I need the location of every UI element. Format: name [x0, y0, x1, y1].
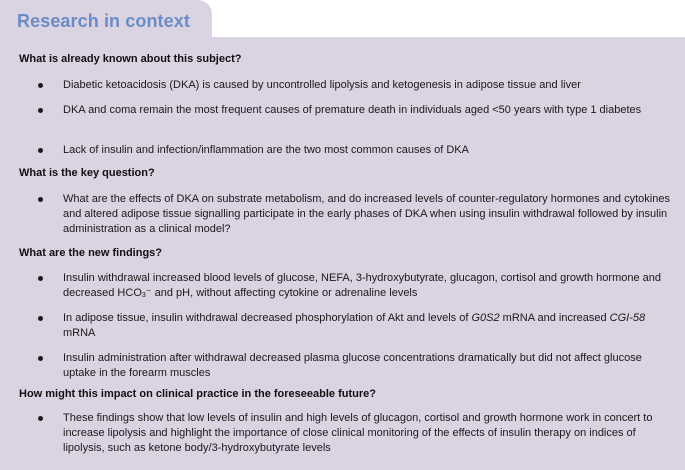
bullet-text: Lack of insulin and infection/inflammation are the two most common causes of DKA [63, 144, 469, 156]
bullet-icon [38, 83, 43, 88]
bullet-text: What are the effects of DKA on substrate metabolism, and do increased levels of counter-regulatory hormones and cytokines and altered adipose tissue signalling participate in the early phases of DKA when using insulin withdrawal followed by insulin administration as a clinical model? [63, 193, 670, 235]
bullet-text: Insulin withdrawal increased blood levels of glucose, NEFA, 3-hydroxybutyrate, glucagon, cortisol and growth hormone and decreased $HCO_3^-$ and pH, without affecting cytokine or adrenaline levels [63, 272, 661, 299]
section-question: What are the new findings? [19, 247, 163, 259]
bullet-icon [38, 416, 43, 421]
bullet-icon [38, 148, 43, 153]
bullet-icon [38, 108, 43, 113]
bullet-text: In adipose tissue, insulin withdrawal decreased phosphorylation of Akt and levels of G0S2 mRNA and increased CGI-58 mRNA [63, 312, 646, 339]
section-question: How might this impact on clinical practice in the foreseeable future? [19, 388, 376, 400]
section-question: What is already known about this subject? [19, 53, 242, 65]
page-title: Research in context [17, 11, 190, 31]
bullet-text: DKA and coma remain the most frequent causes of premature death in individuals aged <50 years with type 1 diabetes [63, 104, 642, 116]
bullet-icon [38, 197, 43, 202]
bullet-text: Insulin administration after withdrawal decreased plasma glucose concentrations dramatically but did not affect glucose uptake in the forearm muscles [63, 352, 642, 379]
bullet-text: These findings show that low levels of insulin and high levels of glucagon, cortisol and growth hormone work in concert to increase lipolysis and highlight the importance of close clinical monitoring of the effects of insulin therapy on indices of lipolysis, such as ketone body/3-hydroxybutyrate levels [63, 412, 653, 454]
bullet-text: Diabetic ketoacidosis (DKA) is caused by uncontrolled lipolysis and ketogenesis in adipose tissue and liver [63, 79, 581, 91]
header-tab [0, 0, 212, 37]
bullet-icon [38, 276, 43, 281]
bullet-icon [38, 356, 43, 361]
bullet-icon [38, 316, 43, 321]
section-question: What is the key question? [19, 167, 155, 179]
